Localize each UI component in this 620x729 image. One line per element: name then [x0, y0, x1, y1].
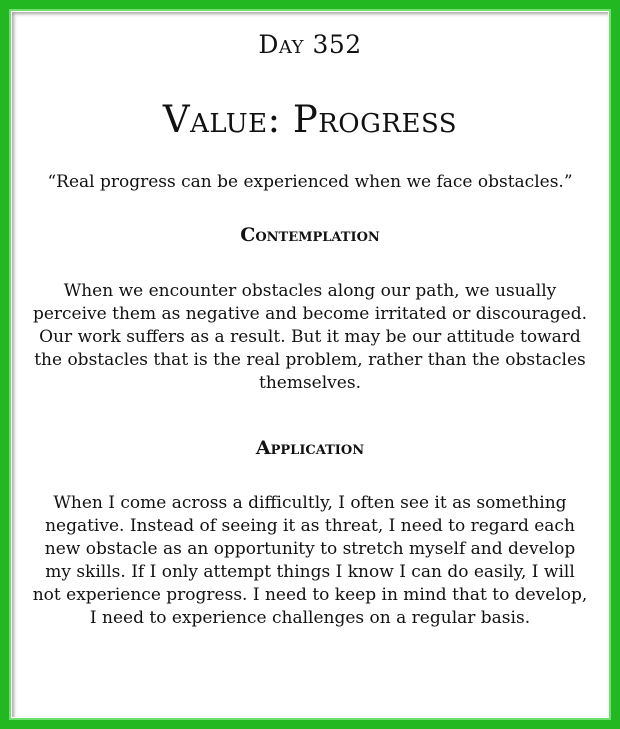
application-paragraph: [0, 492, 620, 630]
contemplation-line: When we encounter obstacles along our path, we usually: [63, 281, 557, 301]
contemplation-heading: Contemplation: [240, 224, 380, 246]
contemplation-line: Our work suffers as a result. But it may be our attitude toward: [39, 327, 581, 347]
application-line: new obstacle as an opportunity to stretch myself and develop: [44, 539, 576, 559]
contemplation-line: themselves.: [259, 373, 361, 393]
application-line: negative. Instead of seeing it as threat, I need to regard each: [45, 516, 575, 536]
quote-text: “Real progress can be experienced when we face obstacles.”: [47, 172, 573, 192]
contemplation-paragraph: [0, 280, 620, 395]
application-line: I need to experience challenges on a regular basis.: [89, 608, 531, 628]
application-line: When I come across a difficultly, I often see it as something: [53, 493, 567, 513]
day-label: Day 352: [258, 30, 362, 59]
contemplation-line: perceive them as negative and become irritated or discouraged.: [32, 304, 588, 324]
page-title: Value: Progress: [162, 98, 458, 141]
application-line: not experience progress. I need to keep in mind that to develop,: [32, 585, 588, 605]
contemplation-line: the obstacles that is the real problem, rather than the obstacles: [34, 350, 586, 370]
application-heading: Application: [255, 437, 365, 459]
application-line: my skills. If I only attempt things I know I can do easily, I will: [45, 562, 575, 582]
